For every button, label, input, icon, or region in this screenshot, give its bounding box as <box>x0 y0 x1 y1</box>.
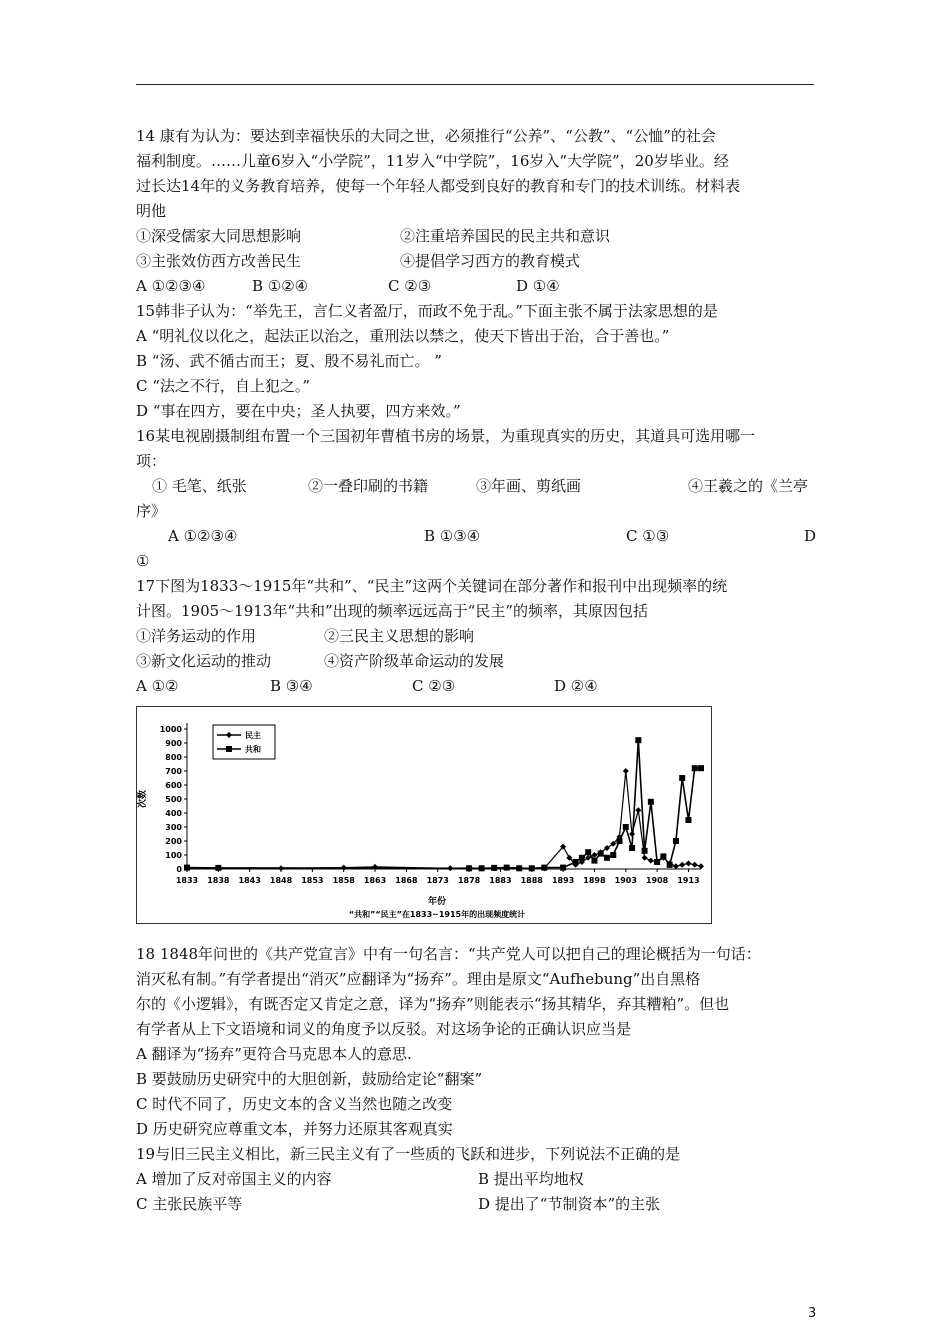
q18-stem-line-4: 有学者从上下文语境和词义的角度予以反驳。对这场争论的正确认识应当是 <box>136 1020 632 1038</box>
chart-point-gonghe <box>679 775 685 781</box>
q17-option-1: ①洋务运动的作用 <box>136 627 257 645</box>
chart-point-gonghe <box>504 865 510 871</box>
chart-legend <box>213 725 275 759</box>
q18-stem-line-3: 尔的《小逻辑》，有既否定又肯定之意，译为“扬弃”则能表示“扬其精华，弃其糟粕”。但也 <box>136 995 730 1013</box>
chart-x-tick-label: 1883 <box>489 876 512 885</box>
q14-stem-line-2: 福利制度。……儿童6岁入“小学院”，11岁入“中学院”，16岁入“大学院”，20岁毕业。经 <box>136 152 729 170</box>
q14-stem-line-3: 过长达14年的义务教育培养，使每一个年轻人都受到良好的教育和专门的技术训练。材料表 <box>136 177 741 195</box>
q14-answer-c: C ②③ <box>388 277 432 295</box>
page-number: 3 <box>808 1306 817 1321</box>
q14-option-1: ①深受儒家大同思想影响 <box>136 227 302 245</box>
q19-stem: 19与旧三民主义相比，新三民主义有了一些质的飞跃和进步，下列说法不正确的是 <box>136 1145 681 1163</box>
chart-y-tick-label: 300 <box>165 823 182 832</box>
chart-y-tick-label: 900 <box>165 739 182 748</box>
q17-option-3: ③新文化运动的推动 <box>136 652 272 670</box>
chart-point-gonghe <box>685 817 691 823</box>
chart-point-gonghe <box>667 862 673 868</box>
q16-option-3: ③年画、剪纸画 <box>476 477 582 495</box>
chart-y-tick-label: 700 <box>165 767 182 776</box>
chart-point-gonghe <box>629 845 635 851</box>
q17-answer-c: C ②③ <box>412 677 456 695</box>
chart-point-minzhu <box>673 863 679 869</box>
chart-point-minzhu <box>635 807 641 813</box>
chart-point-gonghe <box>479 865 485 871</box>
chart-x-tick-label: 1843 <box>238 876 261 885</box>
chart-y-tick-label: 0 <box>176 865 182 874</box>
chart-point-gonghe <box>560 865 566 871</box>
q16-option-1: ① 毛笔、纸张 <box>152 477 247 495</box>
chart-ylabel: 次数 <box>138 789 148 809</box>
chart-point-gonghe <box>698 765 704 771</box>
header-rule <box>136 84 814 85</box>
q14-answer-b: B ①②④ <box>252 277 309 295</box>
chart-x-tick-label: 1888 <box>520 876 543 885</box>
chart-point-minzhu <box>679 862 685 868</box>
chart-point-gonghe <box>541 865 547 871</box>
q19-option-d: D 提出了“节制资本”的主张 <box>478 1195 661 1213</box>
q18-option-a: A 翻译为“扬弃”更符合马克思本人的意思. <box>136 1045 412 1063</box>
chart-point-minzhu <box>648 858 654 864</box>
chart-y-tick-label: 200 <box>165 837 182 846</box>
chart-y-tick-label: 600 <box>165 781 182 790</box>
chart-y-tick-label: 1000 <box>159 725 182 734</box>
chart-legend-label: 民主 <box>245 731 261 740</box>
q16-option-4-cont: 序》 <box>136 502 167 520</box>
chart-point-gonghe <box>604 855 610 861</box>
q16-stem-line-2: 项： <box>136 452 167 470</box>
chart-x-tick-label: 1853 <box>301 876 324 885</box>
q18-option-b: B 要鼓励历史研究中的大胆创新，鼓励给定论“翻案” <box>136 1070 483 1088</box>
chart-point-gonghe <box>529 865 535 871</box>
q17-option-4: ④资产阶级革命运动的发展 <box>324 652 505 670</box>
chart-point-gonghe <box>617 838 623 844</box>
chart-point-minzhu <box>623 768 629 774</box>
q16-option-2: ②一叠印刷的书籍 <box>308 477 429 495</box>
q15-option-d: D “事在四方，要在中央；圣人执要，四方来效。” <box>136 402 461 420</box>
q14-stem-line-1: 14 康有为认为：要达到幸福快乐的大同之世，必须推行“公养”、“公教”、“公恤”的社会 <box>136 127 716 145</box>
chart-point-gonghe <box>598 851 604 857</box>
q18-option-c: C 时代不同了，历史文本的含义当然也随之改变 <box>136 1095 453 1113</box>
chart-point-minzhu <box>698 863 704 869</box>
q19-option-b: B 提出平均地权 <box>478 1170 584 1188</box>
chart-point-gonghe <box>466 865 472 871</box>
chart-y-tick-label: 800 <box>165 753 182 762</box>
chart-x-tick-label: 1848 <box>269 876 293 885</box>
q15-stem: 15韩非子认为：“举先王，言仁义者盈厅，而政不免于乱。”下面主张不属于法家思想的是 <box>136 302 718 320</box>
q17-stem-line-2: 计图。1905～1913年“共和”出现的频率远远高于“民主”的频率，其原因包括 <box>136 602 649 620</box>
q16-answer-d-cont: ① <box>136 552 150 570</box>
q14-option-3: ③主张效仿西方改善民生 <box>136 252 302 270</box>
chart-y-tick-label: 500 <box>165 795 182 804</box>
frequency-chart <box>136 706 712 924</box>
q18-stem-line-2: 消灭私有制。”有学者提出“消灭”应翻译为“扬弃”。理由是原文“Aufhebung”出自黑格 <box>136 970 701 988</box>
chart-x-tick-label: 1913 <box>677 876 700 885</box>
chart-point-gonghe <box>692 765 698 771</box>
chart-x-tick-label: 1833 <box>175 876 199 885</box>
chart-xlabel: 年份 <box>427 897 447 907</box>
q19-option-c: C 主张民族平等 <box>136 1195 243 1213</box>
chart-point-gonghe <box>660 853 666 859</box>
chart-x-tick-label: 1898 <box>583 876 606 885</box>
chart-point-gonghe <box>579 855 585 861</box>
chart-y-tick-label: 400 <box>165 809 182 818</box>
chart-point-gonghe <box>635 737 641 743</box>
chart-legend-box <box>213 725 275 759</box>
chart-x-tick-label: 1858 <box>332 876 355 885</box>
chart-series-line-民主 <box>187 771 701 869</box>
q16-option-4: ④王羲之的《兰亭 <box>688 477 809 495</box>
chart-x-tick-label: 1893 <box>551 876 575 885</box>
chart-x-tick-label: 1908 <box>645 876 669 885</box>
chart-point-minzhu <box>692 862 698 868</box>
chart-point-gonghe <box>591 858 597 864</box>
chart-x-tick-label: 1868 <box>395 876 418 885</box>
q15-option-c: C “法之不行，自上犯之。” <box>136 377 311 395</box>
chart-point-gonghe <box>673 838 679 844</box>
chart-point-gonghe <box>654 859 660 865</box>
chart-x-tick-label: 1878 <box>457 876 481 885</box>
chart-point-gonghe <box>623 824 629 830</box>
chart-point-gonghe <box>573 859 579 865</box>
chart-point-minzhu <box>642 855 648 861</box>
q16-stem-line-1: 16某电视剧摄制组布置一个三国初年曹植书房的场景，为重现真实的历史，其道具可选用哪一 <box>136 427 756 445</box>
q17-option-2: ②三民主义思想的影响 <box>324 627 475 645</box>
q16-answer-b: B ①③④ <box>424 527 481 545</box>
chart-point-gonghe <box>215 865 221 871</box>
q17-answer-b: B ③④ <box>270 677 313 695</box>
chart-point-gonghe <box>585 849 591 855</box>
q16-answer-a: A ①②③④ <box>168 527 238 545</box>
chart-svg <box>137 707 711 923</box>
chart-point-minzhu <box>685 860 691 866</box>
q17-stem-line-1: 17下图为1833～1915年“共和”、“民主”这两个关键词在部分著作和报刊中出现频率的统 <box>136 577 728 595</box>
q18-stem-line-1: 18 1848年问世的《共产党宣言》中有一句名言：“共产党人可以把自己的理论概括为一句话： <box>136 945 761 963</box>
q14-option-2: ②注重培养国民的民主共和意识 <box>400 227 611 245</box>
chart-point-gonghe <box>648 799 654 805</box>
chart-x-tick-label: 1903 <box>614 876 637 885</box>
q19-option-a: A 增加了反对帝国主义的内容 <box>136 1170 332 1188</box>
chart-point-gonghe <box>491 865 497 871</box>
q14-stem-line-4: 明他 <box>136 202 167 220</box>
chart-point-gonghe <box>642 848 648 854</box>
chart-point-gonghe <box>610 852 616 858</box>
chart-point-gonghe <box>184 865 190 871</box>
chart-legend-label: 共和 <box>245 745 261 754</box>
q16-answer-c: C ①③ <box>626 527 670 545</box>
chart-y-tick-label: 100 <box>165 851 182 860</box>
chart-legend-marker <box>226 746 232 752</box>
q15-option-a: A “明礼仪以化之，起法正以治之，重刑法以禁之，使天下皆出于治，合于善也。” <box>136 327 670 345</box>
q17-answer-a: A ①② <box>136 677 179 695</box>
q16-answer-d: D <box>804 527 817 545</box>
chart-title: “共和”“民主”在1833~1915年的出现频度统计 <box>348 910 526 919</box>
chart-x-tick-label: 1873 <box>426 876 449 885</box>
q14-option-4: ④提倡学习西方的教育模式 <box>400 252 581 270</box>
q14-answer-a: A ①②③④ <box>136 277 206 295</box>
chart-x-tick-label: 1863 <box>363 876 387 885</box>
q15-option-b: B “汤、武不循古而王；夏、殷不易礼而亡。 ” <box>136 352 442 370</box>
chart-x-tick-label: 1838 <box>207 876 230 885</box>
q18-option-d: D 历史研究应尊重文本，并努力还原其客观真实 <box>136 1120 453 1138</box>
q14-answer-d: D ①④ <box>516 277 560 295</box>
q17-answer-d: D ②④ <box>554 677 598 695</box>
chart-point-gonghe <box>516 865 522 871</box>
